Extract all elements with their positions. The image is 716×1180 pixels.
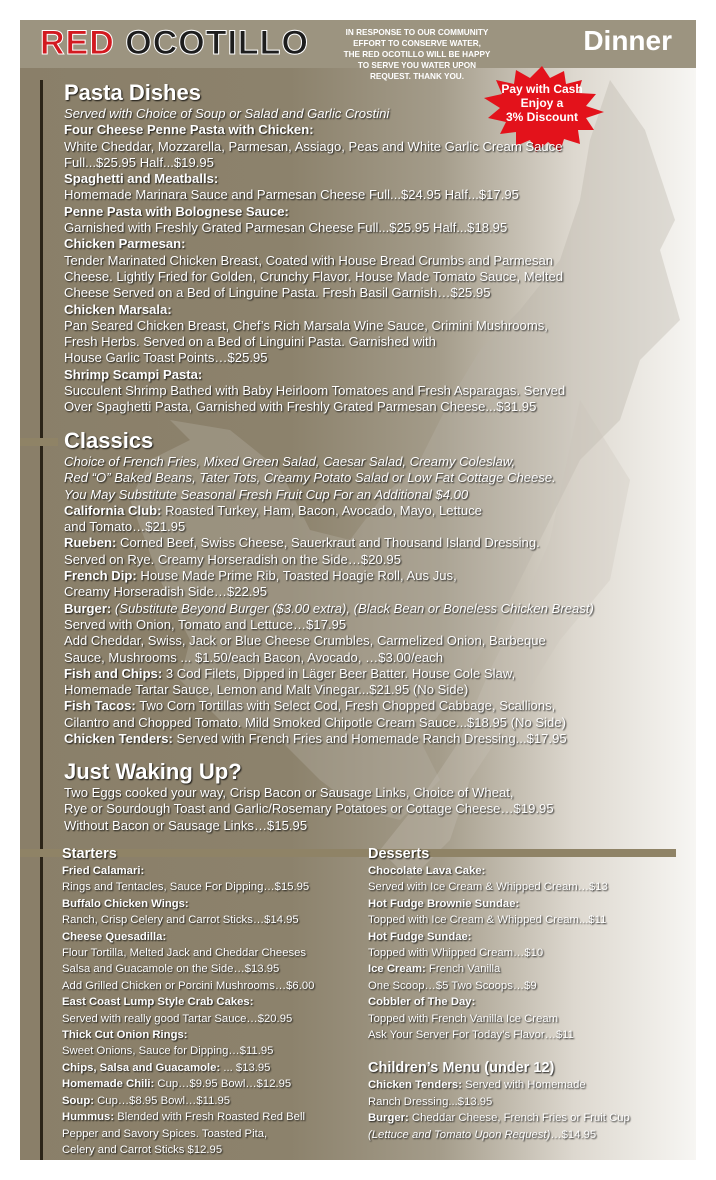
section-title: Classics [64, 428, 154, 453]
menu-item: Fish and Chips: 3 Cod Filets, Dipped in Läger Beer Batter. House Cole Slaw, [64, 665, 516, 681]
menu-item-desc: Topped with Whipped Cream…$10 [368, 947, 544, 960]
restaurant-logo: RED OCOTILLO [40, 24, 309, 62]
menu-item-desc: Served with Onion, Tomato and Lettuce…$17.95 [64, 616, 347, 632]
menu-item-desc: Fresh Herbs. Served on a Bed of Linguini Pasta. Garnished with [64, 334, 436, 350]
menu-item-desc: Homemade Marinara Sauce and Parmesan Cheese Full...$24.95 Half...$17.95 [64, 187, 519, 203]
menu-item-desc: Topped with French Vanilla Ice Cream [368, 1012, 559, 1025]
menu-item-desc: One Scoop…$5 Two Scoops…$9 [368, 979, 537, 992]
menu-item-name: Fried Calamari: [62, 865, 145, 877]
menu-item-desc: Topped with Ice Cream & Whipped Cream...$11 [368, 914, 607, 927]
menu-item-desc: Tender Marinated Chicken Breast, Coated with House Bread Crumbs and Parmesan [64, 252, 554, 268]
menu-item-desc: Add Cheddar, Swiss, Jack or Blue Cheese Crumbles, Carmelized Onion, Barbeque [64, 633, 546, 649]
menu-item-desc: Served with Ice Cream & Whipped Cream…$13 [368, 881, 608, 894]
promo-line-3: 3% Discount [505, 110, 578, 124]
menu-item-name: Shrimp Scampi Pasta: [64, 366, 203, 382]
menu-item-name: Chicken Marsala: [64, 301, 172, 317]
menu-item-name: Hot Fudge Brownie Sundae: [368, 897, 520, 910]
menu-item-name: Four Cheese Penne Pasta with Chicken: [64, 122, 314, 138]
menu-item: Fish Tacos: Two Corn Tortillas with Select Cod, Fresh Chopped Cabbage, Scallions, [64, 698, 556, 714]
menu-item: Soup: Cup…$8.95 Bowl…$11.95 [62, 1094, 231, 1107]
menu-item-desc: Ranch Dressing...$13.95 [368, 1095, 493, 1108]
menu-item-desc: Add Grilled Chicken or Porcini Mushrooms…$6.00 [62, 979, 315, 992]
starters-section [62, 845, 314, 1158]
menu-item-desc: Sweet Onions, Sauce for Dipping…$11.95 [62, 1045, 274, 1058]
menu-item-name: Spaghetti and Meatballs: [64, 171, 219, 187]
menu-item-name: Chocolate Lava Cake: [368, 865, 486, 877]
section-rule [20, 438, 58, 446]
menu-item-desc: Over Spaghetti Pasta, Garnished with Freshly Grated Parmesan Cheese...$31.95 [64, 399, 537, 415]
menu-item-desc: Celery and Carrot Sticks $12.95 [62, 1143, 223, 1156]
classics-section [64, 428, 594, 747]
menu-item-desc: White Cheddar, Mozzarella, Parmesan, Assiago, Peas and White Garlic Cream Sauce [64, 138, 563, 154]
section-subtitle: Served with Choice of Soup or Salad and Garlic Crostini [64, 106, 390, 121]
section-title: Pasta Dishes [64, 80, 201, 105]
menu-item-name: East Coast Lump Style Crab Cakes: [62, 996, 254, 1009]
menu-item-desc: (Lettuce and Tomato Upon Request)…$14.95 [368, 1128, 597, 1141]
menu-item-desc: Garnished with Freshly Grated Parmesan Cheese Full...$25.95 Half...$18.95 [64, 220, 508, 236]
menu-item: Homemade Chili: Cup…$9.95 Bowl…$12.95 [62, 1078, 292, 1091]
menu-item: Hummus: Blended with Fresh Roasted Red Bell [62, 1111, 305, 1124]
pasta-section [64, 80, 565, 416]
menu-item: French Dip: House Made Prime Rib, Toasted Hoagie Roll, Aus Jus, [64, 568, 457, 584]
menu-item-name: Hot Fudge Sundae: [368, 930, 472, 943]
menu-panel [20, 20, 696, 1160]
kids-menu-title: Children’s Menu (under 12) [368, 1060, 555, 1077]
menu-item: Burger: Cheddar Cheese, French Fries or Fruit Cup [368, 1112, 630, 1125]
menu-item-desc: House Garlic Toast Points…$25.95 [64, 350, 268, 366]
menu-item-name: Penne Pasta with Bolognese Sauce: [64, 203, 289, 219]
section-title: Just Waking Up? [64, 759, 242, 784]
desserts-section [368, 845, 630, 1143]
menu-item-desc: Cheese. Lightly Fried for Golden, Crunchy Flavor. House Made Tomato Sauce, Melted [64, 268, 564, 284]
menu-item: Chicken Tenders: Served with French Fries and Homemade Ranch Dressing...$17.95 [64, 731, 567, 747]
section-title: Desserts [368, 846, 430, 862]
section-subtitle: Red “O” Baked Beans, Tater Tots, Creamy Potato Salad or Low Fat Cottage Cheese. [64, 470, 556, 486]
menu-item: Ice Cream: French Vanilla [368, 963, 501, 976]
menu-item-name: Chicken Parmesan: [64, 236, 186, 252]
breakfast-section [64, 759, 554, 834]
promo-line-1: Pay with Cash [501, 82, 583, 96]
menu-item-desc: Ask Your Server For Today’s Flavor…$11 [368, 1029, 574, 1042]
menu-item-desc: Two Eggs cooked your way, Crisp Bacon or Sausage Links, Choice of Wheat, [64, 785, 514, 800]
menu-item: California Club: Roasted Turkey, Ham, Bacon, Avocado, Mayo, Lettuce [64, 502, 482, 518]
menu-item-desc: Salsa and Guacamole on the Side…$13.95 [62, 963, 280, 976]
menu-item-name: Cheese Quesadilla: [62, 930, 167, 943]
menu-item-price: Full...$25.95 Half...$19.95 [64, 154, 214, 170]
water-notice: IN RESPONSE TO OUR COMMUNITY EFFORT TO CONSERVE WATER, THE RED OCOTILLO WILL BE HAPPY TO SERVE YOU WATER UPON REQUEST. THANK YOU. [343, 28, 491, 81]
promo-line-2: Enjoy a [520, 96, 564, 110]
menu-item-desc: Homemade Tartar Sauce, Lemon and Malt Vinegar...$21.95 (No Side) [64, 682, 469, 698]
menu-item-desc: and Tomato…$21.95 [64, 519, 186, 535]
left-accent-bar [40, 80, 43, 1160]
menu-item-desc: Pepper and Savory Spices. Toasted Pita, [62, 1127, 268, 1140]
menu-item-desc: Cilantro and Chopped Tomato. Mild Smoked Chipotle Cream Sauce...$18.95 (No Side) [64, 714, 566, 730]
menu-item-name: Cobbler of The Day: [368, 996, 476, 1009]
section-subtitle: Choice of French Fries, Mixed Green Salad, Caesar Salad, Creamy Coleslaw, [64, 454, 516, 469]
menu-item-name: Thick Cut Onion Rings: [62, 1029, 188, 1042]
menu-item-desc: Creamy Horseradish Side…$22.95 [64, 584, 268, 600]
menu-item-desc: Without Bacon or Sausage Links…$15.95 [64, 817, 308, 833]
section-title: Starters [62, 846, 117, 862]
menu-item: Chips, Salsa and Guacamole: ... $13.95 [62, 1061, 271, 1074]
menu-item-desc: Served with really good Tartar Sauce…$20.95 [62, 1012, 293, 1025]
section-subtitle: You May Substitute Seasonal Fresh Fruit Cup For an Additional $4.00 [64, 486, 469, 502]
menu-item-desc: Cheese Served on a Bed of Linguine Pasta. Fresh Basil Garnish…$25.95 [64, 285, 491, 301]
menu-item: Chicken Tenders: Served with Homemade [368, 1079, 586, 1092]
menu-item: Rueben: Corned Beef, Swiss Cheese, Sauerkraut and Thousand Island Dressing. [64, 535, 540, 551]
menu-item: Burger: (Substitute Beyond Burger ($3.00 extra), (Black Bean or Boneless Chicken Breast) [64, 600, 594, 616]
menu-item-desc: Sauce, Mushrooms ... $1.50/each Bacon, Avocado, …$3.00/each [64, 649, 443, 665]
menu-item-desc: Succulent Shrimp Bathed with Baby Heirloom Tomatoes and Fresh Asparagas. Served [64, 383, 566, 399]
meal-heading: Dinner [583, 25, 672, 56]
menu-item-desc: Served on Rye. Creamy Horseradish on the Side…$20.95 [64, 551, 401, 567]
menu-item-desc: Ranch, Crisp Celery and Carrot Sticks…$14.95 [62, 914, 299, 927]
menu-item-desc: Rye or Sourdough Toast and Garlic/Rosemary Potatoes or Cottage Cheese…$19.95 [64, 801, 554, 817]
menu-item-desc: Flour Tortilla, Melted Jack and Cheddar Cheeses [62, 947, 307, 960]
menu-item-desc: Rings and Tentacles, Sauce For Dipping…$15.95 [62, 881, 310, 894]
menu-item-desc: Pan Seared Chicken Breast, Chef’s Rich Marsala Wine Sauce, Crimini Mushrooms, [64, 317, 548, 333]
menu-item-name: Buffalo Chicken Wings: [62, 897, 189, 910]
